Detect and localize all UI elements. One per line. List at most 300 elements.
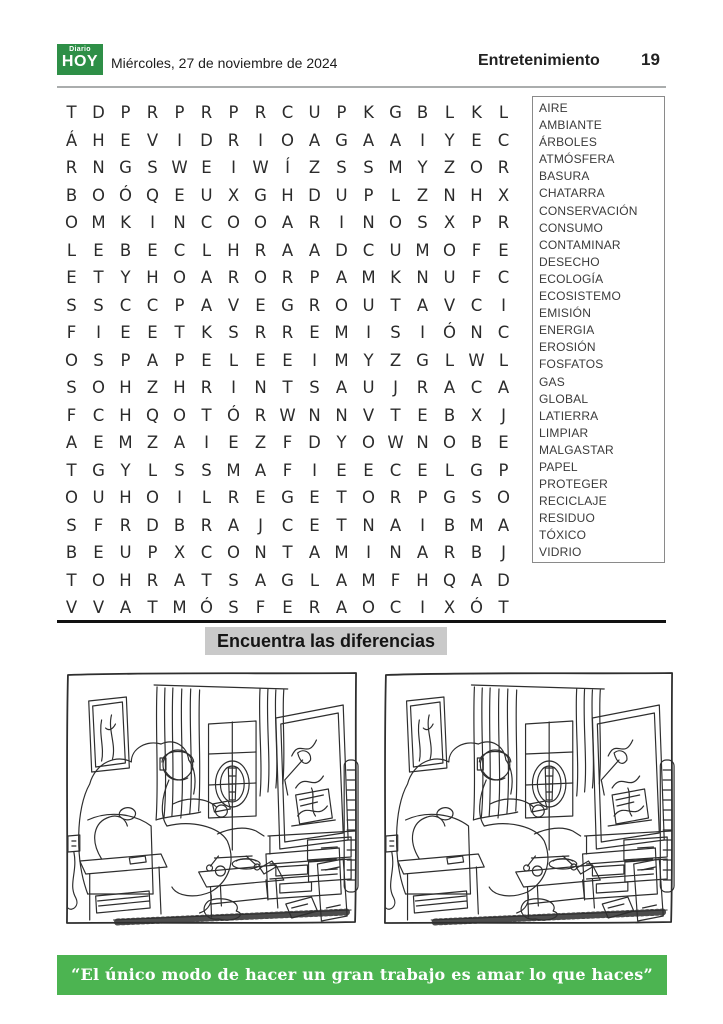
word-list-item: CONTAMINAR	[539, 237, 621, 252]
grid-letter: S	[66, 378, 77, 398]
grid-letter: B	[173, 515, 186, 535]
grid-letter: N	[173, 213, 186, 233]
grid-letter: Z	[254, 433, 267, 453]
grid-letter: R	[254, 323, 267, 343]
grid-letter: M	[334, 323, 349, 343]
word-list	[539, 100, 664, 562]
grid-letter: U	[308, 103, 321, 123]
grid-letter: I	[420, 515, 425, 535]
word-list-item: LATIERRA	[539, 408, 599, 423]
grid-letter: A	[281, 213, 294, 233]
word-list-item: RECICLAJE	[539, 494, 607, 509]
grid-letter: O	[362, 488, 375, 508]
grid-letter: N	[335, 405, 348, 425]
grid-letter: E	[120, 323, 131, 343]
edition-date: Miércoles, 27 de noviembre de 2024	[111, 55, 338, 71]
grid-letter: C	[497, 130, 510, 150]
grid-letter: S	[471, 488, 482, 508]
grid-letter: H	[146, 268, 159, 288]
grid-letter: R	[416, 378, 429, 398]
grid-letter: D	[92, 103, 105, 123]
grid-letter: R	[254, 240, 267, 260]
grid-letter: G	[92, 460, 105, 480]
grid-letter: Z	[416, 185, 429, 205]
grid-letter: L	[66, 240, 77, 260]
grid-letter: I	[204, 433, 209, 453]
grid-letter: M	[91, 213, 106, 233]
word-list-item: TÓXICO	[539, 528, 587, 543]
grid-letter: K	[390, 268, 401, 288]
grid-letter: W	[252, 158, 269, 178]
grid-letter: E	[471, 130, 482, 150]
grid-letter: C	[173, 240, 186, 260]
grid-letter: P	[174, 350, 185, 370]
section-title: Entretenimiento	[478, 52, 600, 69]
grid-letter: G	[281, 488, 294, 508]
grid-letter: E	[336, 460, 347, 480]
grid-letter: A	[335, 570, 348, 590]
grid-letter: S	[390, 323, 401, 343]
grid-letter: O	[443, 433, 456, 453]
grid-letter: M	[334, 543, 349, 563]
grid-letter: H	[119, 488, 132, 508]
grid-letter: X	[497, 185, 510, 205]
grid-letter: T	[282, 543, 293, 563]
grid-letter: E	[498, 240, 509, 260]
grid-letter: X	[173, 543, 186, 563]
grid-letter: T	[336, 488, 347, 508]
grid-letter: G	[281, 295, 294, 315]
grid-letter: I	[96, 323, 101, 343]
grid-letter: E	[309, 515, 320, 535]
grid-letter: O	[254, 268, 267, 288]
quote-banner	[57, 955, 667, 995]
word-list-item: CONSUMO	[539, 220, 604, 235]
grid-letter: A	[254, 570, 267, 590]
grid-letter: A	[119, 598, 132, 618]
grid-letter: V	[92, 598, 105, 618]
grid-row	[58, 319, 517, 347]
grid-letter: Á	[65, 130, 78, 150]
differences-panel-left	[62, 668, 362, 928]
grid-letter: O	[443, 240, 456, 260]
grid-letter: E	[174, 185, 185, 205]
grid-letter: E	[201, 350, 212, 370]
grid-letter: P	[417, 488, 428, 508]
grid-letter: S	[66, 515, 77, 535]
grid-letter: B	[470, 433, 483, 453]
logo-top-text: Diario	[69, 46, 91, 53]
grid-letter: S	[147, 158, 158, 178]
grid-letter: I	[312, 350, 317, 370]
grid-letter: N	[443, 185, 456, 205]
word-list-item: AMBIANTE	[539, 118, 602, 133]
grid-letter: S	[228, 323, 239, 343]
grid-letter: N	[416, 433, 429, 453]
word-list-item: ECOLOGÍA	[539, 271, 604, 286]
grid-letter: V	[227, 295, 240, 315]
grid-letter: Q	[146, 405, 159, 425]
grid-letter: Y	[444, 130, 455, 150]
page-number: 19	[641, 50, 660, 69]
word-list-item: DESECHO	[539, 254, 600, 269]
grid-letter: I	[366, 543, 371, 563]
grid-letter: O	[497, 488, 510, 508]
grid-letter: R	[308, 213, 321, 233]
grid-letter: H	[119, 570, 132, 590]
grid-letter: T	[66, 460, 77, 480]
grid-row	[58, 429, 517, 457]
differences-title: Encuentra las diferencias	[205, 627, 447, 655]
grid-letter: R	[281, 323, 294, 343]
grid-letter: B	[443, 405, 456, 425]
grid-letter: Z	[146, 433, 159, 453]
grid-letter: C	[470, 378, 483, 398]
section-divider	[57, 620, 666, 623]
grid-letter: M	[415, 240, 430, 260]
grid-letter: A	[335, 268, 348, 288]
differences-panel-right	[380, 668, 678, 928]
grid-letter: Ó	[443, 323, 456, 343]
grid-letter: L	[201, 488, 212, 508]
word-list-item: MALGASTAR	[539, 442, 614, 457]
grid-letter: X	[470, 405, 483, 425]
grid-letter: T	[147, 598, 158, 618]
scene-illustration-left	[62, 668, 362, 928]
grid-letter: Z	[308, 158, 321, 178]
word-list-item: ATMÓSFERA	[539, 152, 615, 167]
grid-letter: T	[66, 570, 77, 590]
grid-letter: O	[470, 158, 483, 178]
grid-letter: S	[93, 350, 104, 370]
grid-letter: R	[281, 268, 294, 288]
grid-letter: R	[497, 213, 510, 233]
word-list-item: LIMPIAR	[539, 425, 589, 440]
grid-letter: F	[255, 598, 266, 618]
grid-letter: X	[443, 213, 456, 233]
grid-letter: P	[363, 185, 374, 205]
grid-letter: I	[231, 158, 236, 178]
grid-letter: L	[444, 350, 455, 370]
grid-letter: C	[281, 103, 294, 123]
grid-letter: U	[389, 240, 402, 260]
grid-letter: E	[417, 405, 428, 425]
grid-letter: E	[309, 323, 320, 343]
grid-letter: A	[200, 295, 213, 315]
grid-letter: A	[173, 570, 186, 590]
grid-letter: A	[200, 268, 213, 288]
grid-letter: R	[227, 130, 240, 150]
word-list-item: ENERGIA	[539, 323, 595, 338]
grid-letter: O	[362, 598, 375, 618]
grid-letter: B	[443, 515, 456, 535]
grid-letter: P	[309, 268, 320, 288]
grid-letter: T	[93, 268, 104, 288]
grid-letter: G	[335, 130, 348, 150]
grid-letter: S	[336, 158, 347, 178]
grid-letter: E	[147, 240, 158, 260]
grid-letter: I	[258, 130, 263, 150]
grid-letter: A	[389, 130, 402, 150]
grid-letter: N	[254, 543, 267, 563]
grid-letter: L	[444, 460, 455, 480]
grid-letter: L	[309, 570, 320, 590]
scene-illustration-right	[380, 668, 678, 928]
grid-letter: J	[393, 378, 398, 398]
grid-row	[58, 209, 517, 237]
grid-letter: P	[147, 543, 158, 563]
grid-letter: A	[470, 570, 483, 590]
grid-letter: H	[119, 378, 132, 398]
grid-letter: C	[146, 295, 159, 315]
word-list-item: RESIDUO	[539, 511, 596, 526]
grid-letter: D	[308, 185, 321, 205]
grid-letter: O	[227, 213, 240, 233]
grid-letter: V	[65, 598, 78, 618]
grid-letter: B	[65, 543, 78, 563]
grid-letter: Ó	[470, 598, 483, 618]
grid-letter: A	[308, 130, 321, 150]
logo-main-text: HOY	[61, 53, 99, 70]
grid-letter: F	[93, 515, 104, 535]
grid-letter: P	[120, 350, 131, 370]
grid-letter: O	[227, 543, 240, 563]
grid-letter: U	[443, 268, 456, 288]
grid-letter: R	[200, 103, 213, 123]
quote-text: “El único modo de hacer un gran trabajo es amar lo que haces”	[71, 965, 653, 984]
grid-letter: N	[416, 268, 429, 288]
grid-letter: R	[443, 543, 456, 563]
grid-letter: N	[470, 323, 483, 343]
grid-letter: I	[420, 323, 425, 343]
grid-letter: M	[361, 570, 376, 590]
grid-letter: I	[150, 213, 155, 233]
grid-letter: T	[336, 515, 347, 535]
grid-letter: L	[228, 350, 239, 370]
grid-row	[58, 457, 517, 485]
grid-letter: R	[200, 515, 213, 535]
grid-letter: O	[146, 488, 159, 508]
grid-letter: L	[201, 240, 212, 260]
grid-letter: F	[66, 405, 77, 425]
grid-letter: G	[254, 185, 267, 205]
grid-letter: E	[147, 323, 158, 343]
grid-letter: J	[258, 515, 263, 535]
grid-letter: M	[388, 158, 403, 178]
grid-letter: T	[66, 103, 77, 123]
grid-letter: D	[335, 240, 348, 260]
word-list-item: ÁRBOLES	[539, 135, 598, 150]
grid-letter: S	[228, 570, 239, 590]
grid-letter: I	[339, 213, 344, 233]
grid-letter: B	[119, 240, 132, 260]
grid-letter: F	[66, 323, 77, 343]
grid-letter: G	[281, 570, 294, 590]
grid-letter: Ó	[227, 405, 240, 425]
word-list-item: FOSFATOS	[539, 357, 604, 372]
grid-letter: A	[308, 543, 321, 563]
grid-letter: Y	[363, 350, 374, 370]
grid-letter: T	[201, 405, 212, 425]
grid-letter: P	[174, 103, 185, 123]
grid-letter: D	[308, 433, 321, 453]
grid-letter: E	[309, 488, 320, 508]
grid-letter: L	[444, 103, 455, 123]
grid-row	[58, 99, 517, 127]
grid-letter: L	[390, 185, 401, 205]
grid-letter: R	[254, 405, 267, 425]
grid-letter: S	[174, 460, 185, 480]
grid-letter: F	[282, 460, 293, 480]
grid-letter: A	[497, 515, 510, 535]
grid-row	[58, 512, 517, 540]
grid-letter: H	[227, 240, 240, 260]
grid-letter: S	[363, 158, 374, 178]
grid-letter: O	[173, 405, 186, 425]
grid-letter: G	[443, 488, 456, 508]
grid-letter: R	[308, 598, 321, 618]
grid-letter: K	[120, 213, 131, 233]
grid-letter: P	[336, 103, 347, 123]
grid-letter: O	[92, 185, 105, 205]
grid-letter: N	[308, 405, 321, 425]
grid-letter: E	[282, 598, 293, 618]
grid-letter: C	[200, 213, 213, 233]
grid-letter: S	[417, 213, 428, 233]
grid-letter: O	[65, 213, 78, 233]
grid-letter: P	[471, 213, 482, 233]
grid-letter: D	[146, 515, 159, 535]
grid-row	[58, 182, 517, 210]
grid-letter: S	[66, 295, 77, 315]
grid-row	[58, 127, 517, 155]
grid-letter: I	[420, 598, 425, 618]
grid-letter: K	[363, 103, 374, 123]
grid-letter: Ó	[200, 598, 213, 618]
diario-hoy-logo	[57, 44, 103, 75]
grid-letter: G	[389, 103, 402, 123]
grid-letter: I	[501, 295, 506, 315]
grid-letter: X	[227, 185, 240, 205]
grid-letter: F	[471, 268, 482, 288]
grid-letter: A	[362, 130, 375, 150]
grid-letter: A	[497, 378, 510, 398]
grid-letter: B	[470, 543, 483, 563]
grid-letter: U	[362, 295, 375, 315]
grid-letter: E	[363, 460, 374, 480]
grid-letter: C	[497, 268, 510, 288]
grid-letter: E	[255, 295, 266, 315]
grid-letter: N	[254, 378, 267, 398]
grid-letter: A	[281, 240, 294, 260]
word-list-item: EMISIÓN	[539, 306, 592, 321]
grid-letter: C	[200, 543, 213, 563]
grid-letter: C	[389, 460, 402, 480]
grid-letter: P	[228, 103, 239, 123]
grid-letter: O	[92, 378, 105, 398]
grid-letter: R	[389, 488, 402, 508]
grid-letter: I	[177, 130, 182, 150]
grid-letter: L	[498, 103, 509, 123]
grid-row	[58, 594, 517, 622]
grid-letter: C	[389, 598, 402, 618]
word-list-item: CONSERVACIÓN	[539, 203, 638, 218]
grid-letter: O	[335, 295, 348, 315]
grid-letter: C	[362, 240, 375, 260]
grid-letter: H	[173, 378, 186, 398]
grid-letter: T	[390, 405, 401, 425]
grid-letter: E	[120, 130, 131, 150]
grid-letter: M	[334, 350, 349, 370]
grid-letter: R	[308, 295, 321, 315]
grid-letter: H	[416, 570, 429, 590]
word-list-item: AIRE	[539, 101, 568, 115]
grid-letter: O	[92, 570, 105, 590]
grid-letter: E	[228, 433, 239, 453]
grid-letter: W	[387, 433, 404, 453]
grid-letter: V	[362, 405, 375, 425]
grid-letter: O	[173, 268, 186, 288]
grid-letter: D	[497, 570, 510, 590]
grid-letter: O	[65, 488, 78, 508]
grid-letter: L	[147, 460, 158, 480]
grid-letter: H	[119, 405, 132, 425]
word-list-item: ECOSISTEMO	[539, 289, 622, 304]
grid-letter: Ó	[119, 185, 132, 205]
grid-letter: N	[362, 515, 375, 535]
grid-letter: I	[312, 460, 317, 480]
grid-row	[58, 237, 517, 265]
grid-letter: A	[416, 295, 429, 315]
grid-letter: N	[389, 543, 402, 563]
grid-letter: C	[119, 295, 132, 315]
grid-letter: H	[281, 185, 294, 205]
grid-letter: I	[231, 378, 236, 398]
grid-letter: I	[366, 323, 371, 343]
grid-letter: M	[118, 433, 133, 453]
grid-letter: S	[309, 378, 320, 398]
grid-letter: E	[93, 433, 104, 453]
grid-letter: A	[416, 543, 429, 563]
grid-letter: R	[227, 488, 240, 508]
grid-letter: Q	[146, 185, 159, 205]
grid-letter: U	[335, 185, 348, 205]
grid-row	[58, 292, 517, 320]
grid-letter: E	[93, 240, 104, 260]
grid-letter: E	[201, 158, 212, 178]
grid-letter: T	[174, 323, 185, 343]
grid-letter: K	[471, 103, 482, 123]
word-list-item: EROSIÓN	[539, 340, 596, 355]
grid-letter: R	[65, 158, 78, 178]
grid-letter: H	[92, 130, 105, 150]
grid-letter: P	[174, 295, 185, 315]
grid-letter: A	[146, 350, 159, 370]
grid-letter: V	[146, 130, 159, 150]
grid-letter: U	[362, 378, 375, 398]
grid-letter: E	[255, 350, 266, 370]
grid-letter: C	[281, 515, 294, 535]
grid-letter: Y	[120, 460, 131, 480]
grid-letter: X	[443, 598, 456, 618]
grid-letter: N	[362, 213, 375, 233]
grid-letter: F	[390, 570, 401, 590]
grid-letter: Y	[336, 433, 347, 453]
grid-letter: O	[254, 213, 267, 233]
grid-letter: M	[361, 268, 376, 288]
grid-letter: E	[282, 350, 293, 370]
grid-letter: Q	[443, 570, 456, 590]
